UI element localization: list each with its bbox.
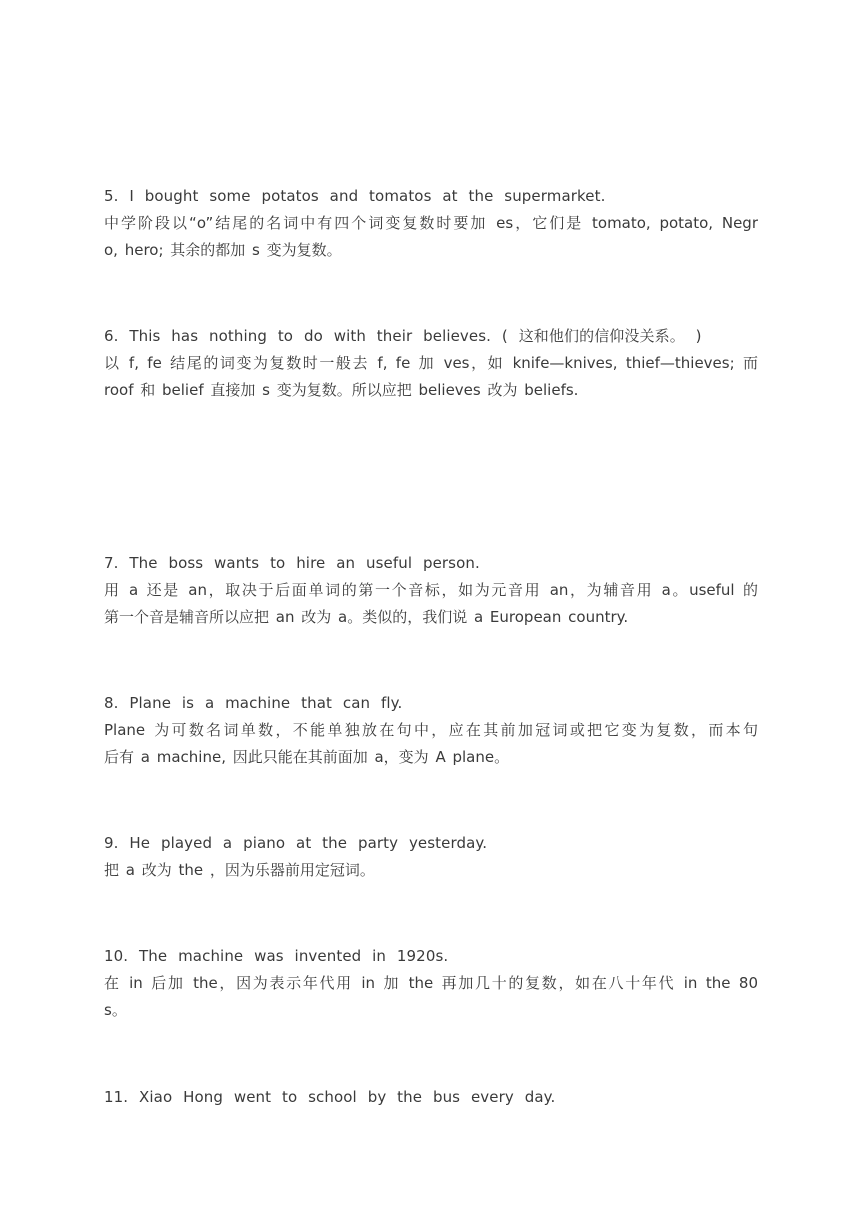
exercise-sentence: 11. Xiao Hong went to school by the bus every day. xyxy=(104,1088,556,1106)
exercise-sentence: 7. The boss wants to hire an useful person. xyxy=(104,554,480,572)
exercise-item-10 xyxy=(104,943,758,1024)
exercise-sentence: 6. This has nothing to do with their believes. ( 这和他们的信仰没关系。 ) xyxy=(104,327,702,345)
explanation-line: 中学阶段以“o”结尾的名词中有四个词变复数时要加 es，它们是 tomato, potato, Negr xyxy=(104,214,758,232)
explanation-line: o, hero; 其余的都加 s 变为复数。 xyxy=(104,241,342,259)
exercise-sentence: 8. Plane is a machine that can fly. xyxy=(104,694,403,712)
exercise-item-9 xyxy=(104,830,758,884)
exercise-item-7 xyxy=(104,550,758,631)
explanation-line: 把 a 改为 the ，因为乐器前用定冠词。 xyxy=(104,861,375,879)
explanation-line: 以 f, fe 结尾的词变为复数时一般去 f, fe 加 ves，如 knife—knives, thief—thieves; 而 xyxy=(104,354,758,372)
exercise-sentence: 10. The machine was invented in 1920s. xyxy=(104,947,449,965)
exercise-item-8 xyxy=(104,690,758,771)
exercise-sentence: 5. I bought some potatos and tomatos at the supermarket. xyxy=(104,187,606,205)
explanation-line: s。 xyxy=(104,1001,127,1019)
explanation-line: 用 a 还是 an，取决于后面单词的第一个音标，如为元音用 an，为辅音用 a。useful 的 xyxy=(104,581,758,599)
exercise-item-5 xyxy=(104,183,758,264)
explanation-line: 后有 a machine, 因此只能在其前面加 a，变为 A plane。 xyxy=(104,748,510,766)
exercise-sentence: 9. He played a piano at the party yesterday. xyxy=(104,834,488,852)
explanation-line: Plane 为可数名词单数，不能单独放在句中，应在其前加冠词或把它变为复数，而本句 xyxy=(104,721,758,739)
explanation-line: 在 in 后加 the，因为表示年代用 in 加 the 再加几十的复数，如在八十年代 in the 80 xyxy=(104,974,758,992)
exercise-item-11 xyxy=(104,1084,758,1111)
explanation-line: 第一个音是辅音所以应把 an 改为 a。类似的，我们说 a European country. xyxy=(104,608,629,626)
explanation-line: roof 和 belief 直接加 s 变为复数。所以应把 believes 改为 beliefs. xyxy=(104,381,579,399)
exercise-item-6 xyxy=(104,323,758,404)
